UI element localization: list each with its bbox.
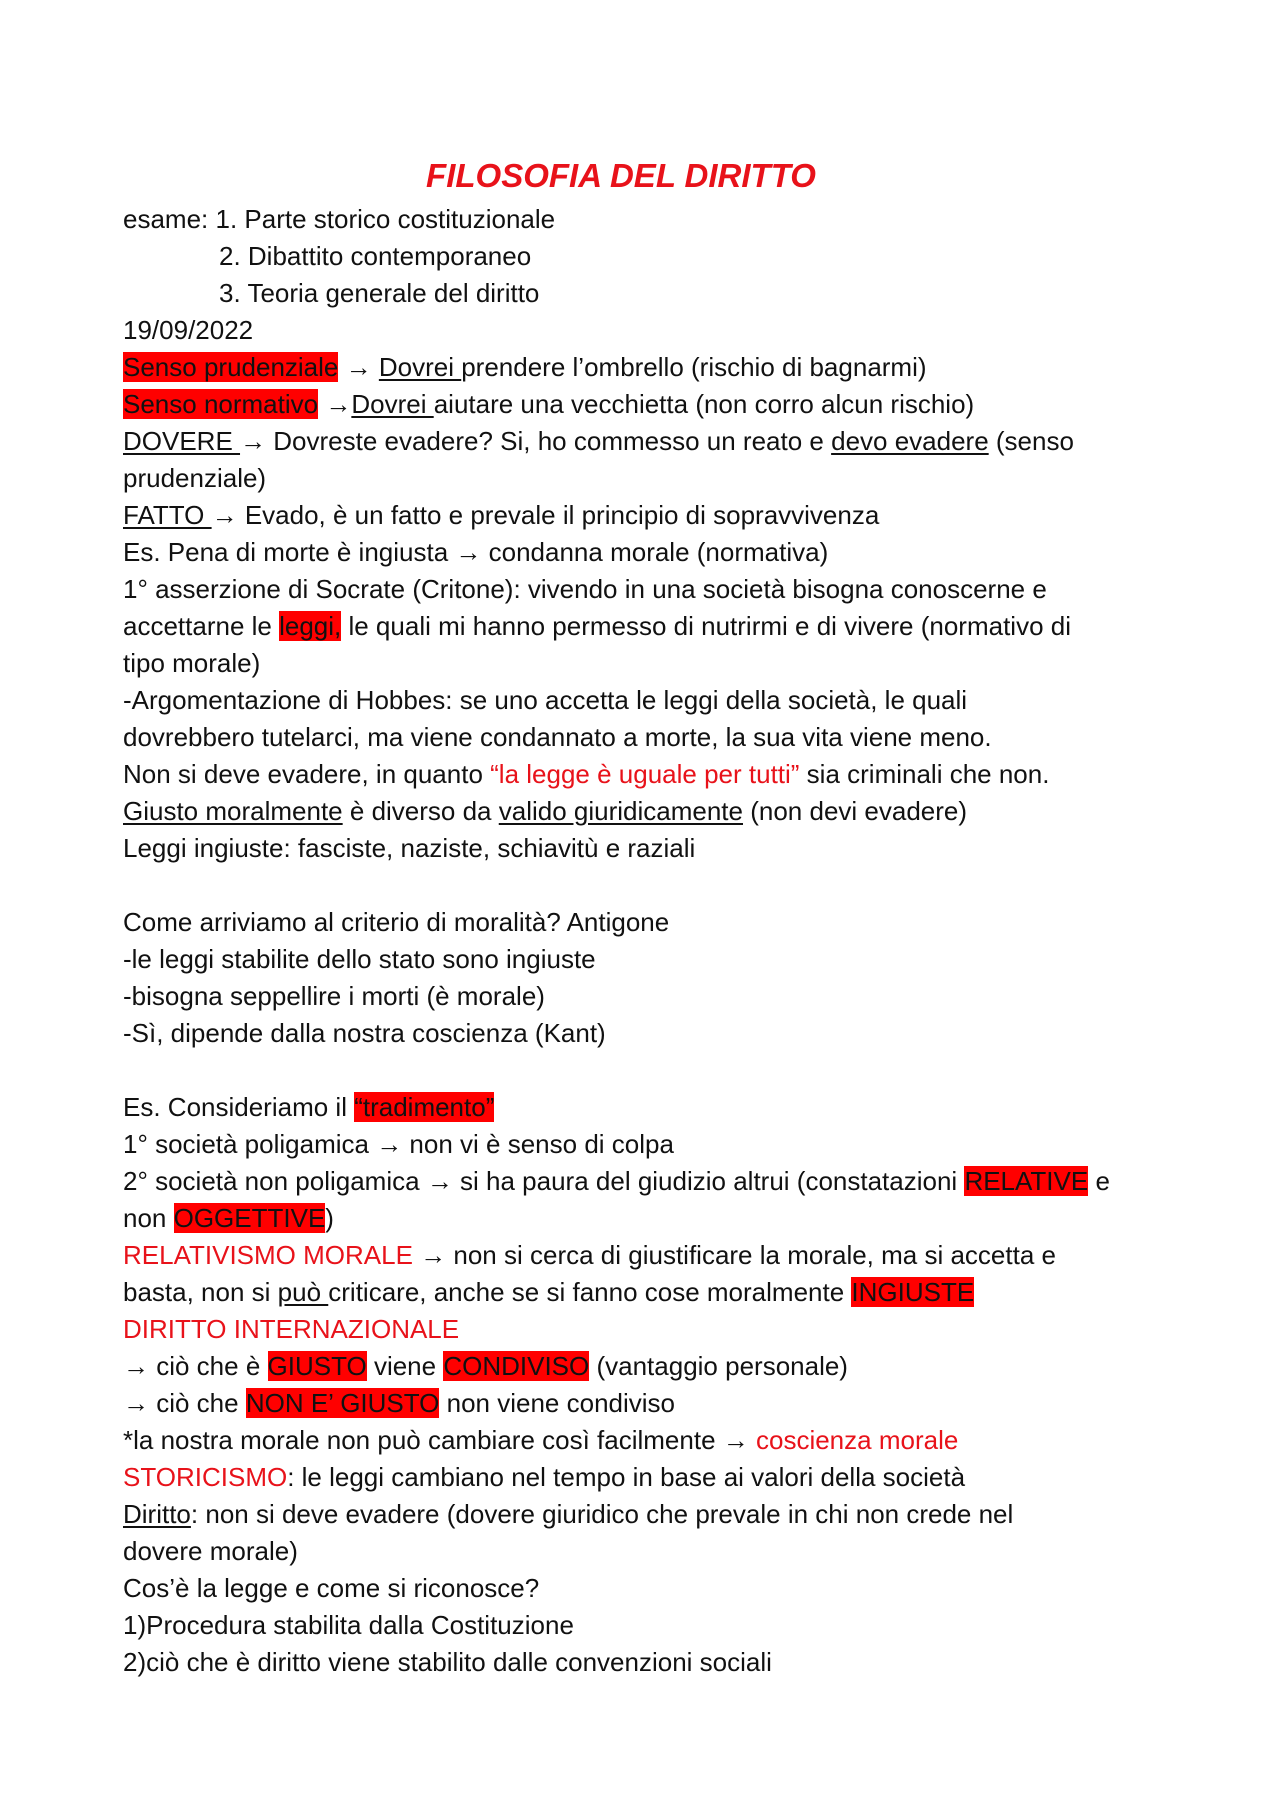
text-line: DOVERE → Dovreste evadere? Si, ho commesso un reato e devo evadere (senso	[123, 426, 1074, 456]
text-line: -le leggi stabilite dello stato sono ingiuste	[123, 944, 596, 974]
text-line: 1° società poligamica → non vi è senso di colpa	[123, 1129, 674, 1159]
text-line: non OGGETTIVE)	[123, 1203, 334, 1233]
text-line: -Sì, dipende dalla nostra coscienza (Kant)	[123, 1018, 606, 1048]
arrow-icon: →	[211, 500, 238, 530]
text-line: -bisogna seppellire i morti (è morale)	[123, 981, 545, 1011]
text-line: Giusto moralmente è diverso da valido giuridicamente (non devi evadere)	[123, 796, 968, 826]
arrow-icon: →	[722, 1425, 749, 1455]
arrow-icon: →	[345, 352, 372, 382]
blank-line	[123, 1052, 1173, 1089]
text-line: dovrebbero tutelarci, ma viene condannato a morte, la sua vita viene meno.	[123, 722, 992, 752]
exam-item: 3. Teoria generale del diritto	[219, 278, 540, 308]
exam-item: 2. Dibattito contemporaneo	[219, 241, 532, 271]
text-line: Leggi ingiuste: fasciste, naziste, schiavitù e raziali	[123, 833, 696, 863]
arrow-icon: →	[325, 389, 352, 419]
text-line: RELATIVISMO MORALE → non si cerca di giustificare la morale, ma si accetta e	[123, 1240, 1056, 1270]
text-line: → ciò che è GIUSTO viene CONDIVISO (vantaggio personale)	[123, 1351, 848, 1381]
text-line: prudenziale)	[123, 463, 267, 493]
text-line: 2)ciò che è diritto viene stabilito dalle convenzioni sociali	[123, 1647, 772, 1677]
text-line: Diritto: non si deve evadere (dovere giuridico che prevale in chi non crede nel	[123, 1499, 1014, 1529]
arrow-icon: →	[240, 426, 267, 456]
blank-line	[123, 867, 1173, 904]
arrow-icon: →	[420, 1240, 447, 1270]
arrow-icon: →	[455, 537, 482, 567]
text-line: 1)Procedura stabilita dalla Costituzione	[123, 1610, 574, 1640]
text-line: Senso normativo →Dovrei aiutare una vecchietta (non corro alcun rischio)	[123, 389, 975, 419]
exam-line: esame: 1. Parte storico costituzionale	[123, 204, 556, 234]
text-line: STORICISMO: le leggi cambiano nel tempo in base ai valori della società	[123, 1462, 966, 1492]
text-line: dovere morale)	[123, 1536, 298, 1566]
text-line: -Argomentazione di Hobbes: se uno accetta le leggi della società, le quali	[123, 685, 968, 715]
arrow-icon: →	[376, 1129, 403, 1159]
arrow-icon: →	[123, 1351, 149, 1381]
text-line: Es. Consideriamo il “tradimento”	[123, 1092, 495, 1122]
text-line: Cos’è la legge e come si riconosce?	[123, 1573, 540, 1603]
date: 19/09/2022	[123, 315, 254, 345]
arrow-icon: →	[123, 1388, 149, 1418]
text-line: accettarne le leggi, le quali mi hanno permesso di nutrirmi e di vivere (normativo di	[123, 611, 1072, 641]
text-line: Es. Pena di morte è ingiusta → condanna morale (normativa)	[123, 537, 829, 567]
text-line: 1° asserzione di Socrate (Critone): vivendo in una società bisogna conoscerne e	[123, 574, 1047, 604]
section-heading: DIRITTO INTERNAZIONALE	[123, 1314, 460, 1344]
text-line: → ciò che NON E’ GIUSTO non viene condiviso	[123, 1388, 676, 1418]
text-line: tipo morale)	[123, 648, 261, 678]
text-line: 2° società non poligamica → si ha paura del giudizio altrui (constatazioni RELATIVE e	[123, 1166, 1110, 1196]
text-line: Non si deve evadere, in quanto “la legge è uguale per tutti” sia criminali che non.	[123, 759, 1050, 789]
text-line: basta, non si può criticare, anche se si fanno cose moralmente INGIUSTE	[123, 1277, 975, 1307]
text-line: *la nostra morale non può cambiare così facilmente → coscienza morale	[123, 1425, 959, 1455]
text-line: Come arriviamo al criterio di moralità? Antigone	[123, 907, 670, 937]
page-title: FILOSOFIA DEL DIRITTO	[426, 157, 816, 194]
text-line: FATTO → Evado, è un fatto e prevale il principio di sopravvivenza	[123, 500, 880, 530]
notes-body	[123, 201, 1173, 1681]
text-line: Senso prudenziale → Dovrei prendere l’ombrello (rischio di bagnarmi)	[123, 352, 927, 382]
arrow-icon: →	[426, 1166, 453, 1196]
